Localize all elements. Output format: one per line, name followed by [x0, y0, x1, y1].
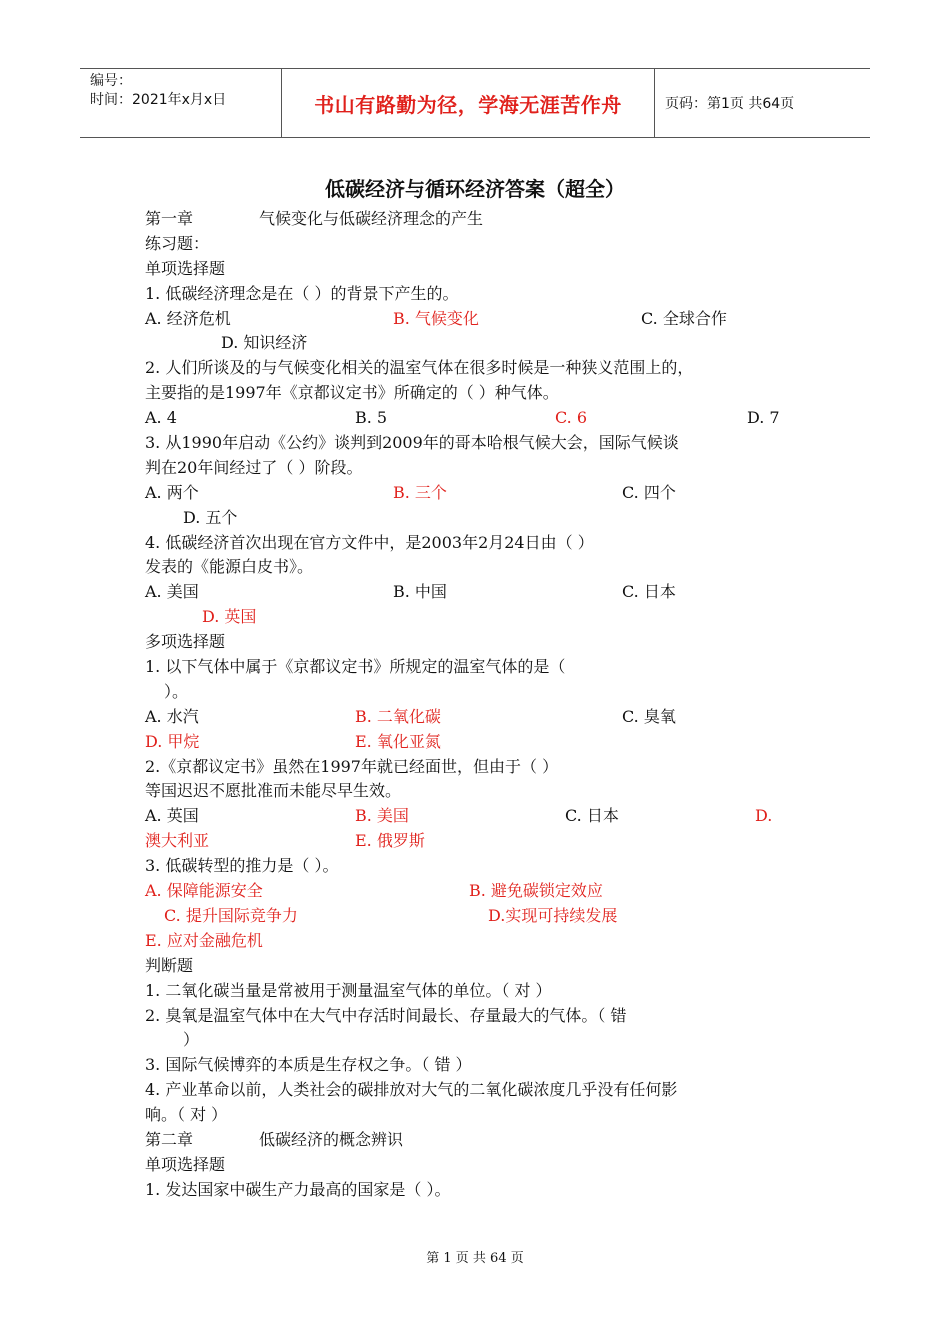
line-text: B. 中国 [393, 582, 447, 602]
text-line [145, 804, 815, 829]
text-line [145, 580, 815, 605]
text-line [145, 1128, 815, 1153]
header-meta [80, 69, 282, 137]
line-text: 等国迟迟不愿批准而未能尽早生效。 [145, 781, 402, 801]
line-text: C. 四个 [622, 482, 676, 502]
text-line [145, 282, 815, 307]
line-text: B. 5 [355, 408, 388, 428]
answer-text: C. 6 [555, 408, 588, 428]
line-text: C. 臭氧 [622, 706, 676, 726]
text-line [145, 680, 815, 705]
answer-text: B. 美国 [355, 806, 409, 826]
page-footer: 第 1 页 共 64 页 [426, 1251, 524, 1266]
line-text: A. 经济危机 [145, 308, 231, 328]
line-text: D. 7 [747, 408, 780, 428]
text-line [145, 1053, 815, 1078]
line-text: 1. 低碳经济理念是在（ ）的背景下产生的。 [145, 283, 459, 303]
answer-text: 澳大利亚 [145, 831, 210, 851]
text-line [145, 481, 815, 506]
line-text: A. 两个 [145, 482, 199, 502]
line-text: 单项选择题 [145, 258, 226, 278]
text-line [145, 829, 815, 854]
text-line [145, 854, 815, 879]
line-text: 发表的《能源白皮书》。 [145, 557, 314, 577]
text-line [145, 605, 815, 630]
line-text: C. 日本 [622, 582, 676, 602]
line-text: 主要指的是1997年《京都议定书》所确定的（ ）种气体。 [145, 383, 559, 403]
line-text: 3. 从1990年启动《公约》谈判到2009年的哥本哈根气候大会，国际气候谈 [145, 433, 679, 453]
header-page-info: 页码：第1页 共64页 [665, 96, 795, 112]
line-text: 1. 二氧化碳当量是常被用于测量温室气体的单位。（ 对 ） [145, 980, 552, 1000]
text-line [145, 431, 815, 456]
text-line [145, 207, 815, 232]
line-text: 4. 产业革命以前，人类社会的碳排放对大气的二氧化碳浓度几乎没有任何影 [145, 1080, 678, 1100]
text-line [145, 232, 815, 257]
line-text: A. 美国 [145, 582, 199, 602]
line-text: 响。（ 对 ） [145, 1105, 228, 1125]
line-text: 3. 低碳转型的推力是（ ）。 [145, 856, 339, 876]
answer-text: A. 保障能源安全 [145, 881, 263, 901]
text-line [145, 979, 815, 1004]
line-text: 判断题 [145, 955, 194, 975]
text-line [145, 779, 815, 804]
code-label: 编号： [90, 73, 132, 89]
line-text: A. 英国 [145, 806, 199, 826]
line-text: A. 4 [145, 408, 177, 428]
text-line [145, 929, 815, 954]
answer-text: D. [755, 806, 773, 826]
line-text: A. 水汽 [145, 706, 199, 726]
line-text: 4. 低碳经济首次出现在官方文件中，是2003年2月24日由（ ） [145, 532, 594, 552]
line-text: 1. 发达国家中碳生产力最高的国家是（ ）。 [145, 1179, 451, 1199]
line-text: 多项选择题 [145, 632, 226, 652]
line-text: 2. 臭氧是温室气体中在大气中存活时间最长、存量最大的气体。（ 错 [145, 1005, 627, 1025]
line-text: 判在20年间经过了（ ）阶段。 [145, 457, 363, 477]
text-line [145, 531, 815, 556]
text-line [145, 406, 815, 431]
answer-text: D.实现可持续发展 [488, 905, 618, 925]
answer-text: B. 避免碳锁定效应 [469, 881, 603, 901]
line-text: 3. 国际气候博弈的本质是生存权之争。（ 错 ） [145, 1055, 472, 1075]
line-text: 单项选择题 [145, 1154, 226, 1174]
header-motto: 书山有路勤为径，学海无涯苦作舟 [282, 69, 655, 137]
line-text: D. 五个 [183, 507, 238, 527]
line-text: 2.《京都议定书》虽然在1997年就已经面世，但由于（ ） [145, 756, 559, 776]
text-line [145, 755, 815, 780]
text-line [145, 1078, 815, 1103]
text-line [145, 506, 815, 531]
answer-text: E. 应对金融危机 [145, 930, 263, 950]
answer-text: E. 俄罗斯 [355, 831, 425, 851]
answer-text: E. 氧化亚氮 [355, 731, 441, 751]
text-line [145, 1004, 815, 1029]
line-text: 第一章 [145, 209, 194, 228]
line-text: 气候变化与低碳经济理念的产生 [259, 209, 484, 228]
line-text: C. 日本 [565, 806, 619, 826]
text-line [145, 1153, 815, 1178]
text-line [145, 307, 815, 332]
text-line [145, 655, 815, 680]
page-header [80, 68, 870, 138]
document-title: 低碳经济与循环经济答案（超全） [325, 177, 625, 201]
text-line [145, 356, 815, 381]
text-line [145, 879, 815, 904]
line-text: 2. 人们所谈及的与气候变化相关的温室气体在很多时候是一种狭义范围上的， [145, 358, 694, 378]
line-text: 第二章 [145, 1129, 194, 1149]
line-text: C. 全球合作 [641, 308, 727, 328]
answer-text: B. 二氧化碳 [355, 706, 441, 726]
text-line [145, 630, 815, 655]
text-line [145, 1103, 815, 1128]
answer-text: D. 甲烷 [145, 731, 200, 751]
text-line [145, 730, 815, 755]
text-line [145, 1028, 815, 1053]
answer-text: D. 英国 [202, 607, 257, 627]
line-text: 低碳经济的概念辨识 [259, 1129, 404, 1149]
answer-text: C. 提升国际竞争力 [164, 905, 298, 925]
text-line [145, 954, 815, 979]
line-text: ） [183, 1030, 200, 1050]
text-line [145, 381, 815, 406]
answer-text: B. 三个 [393, 482, 447, 502]
line-text: ）。 [164, 681, 189, 701]
text-line [145, 904, 815, 929]
text-line [145, 257, 815, 282]
document-body [145, 207, 815, 1203]
line-text: 练习题： [145, 233, 210, 253]
text-line [145, 555, 815, 580]
date-label: 时间：2021年x月x日 [90, 92, 227, 108]
line-text: D. 知识经济 [221, 333, 308, 353]
line-text: 1. 以下气体中属于《京都议定书》所规定的温室气体的是（ [145, 657, 566, 677]
text-line [145, 1178, 815, 1203]
text-line [145, 456, 815, 481]
text-line [145, 331, 815, 356]
answer-text: B. 气候变化 [393, 308, 479, 328]
text-line [145, 705, 815, 730]
